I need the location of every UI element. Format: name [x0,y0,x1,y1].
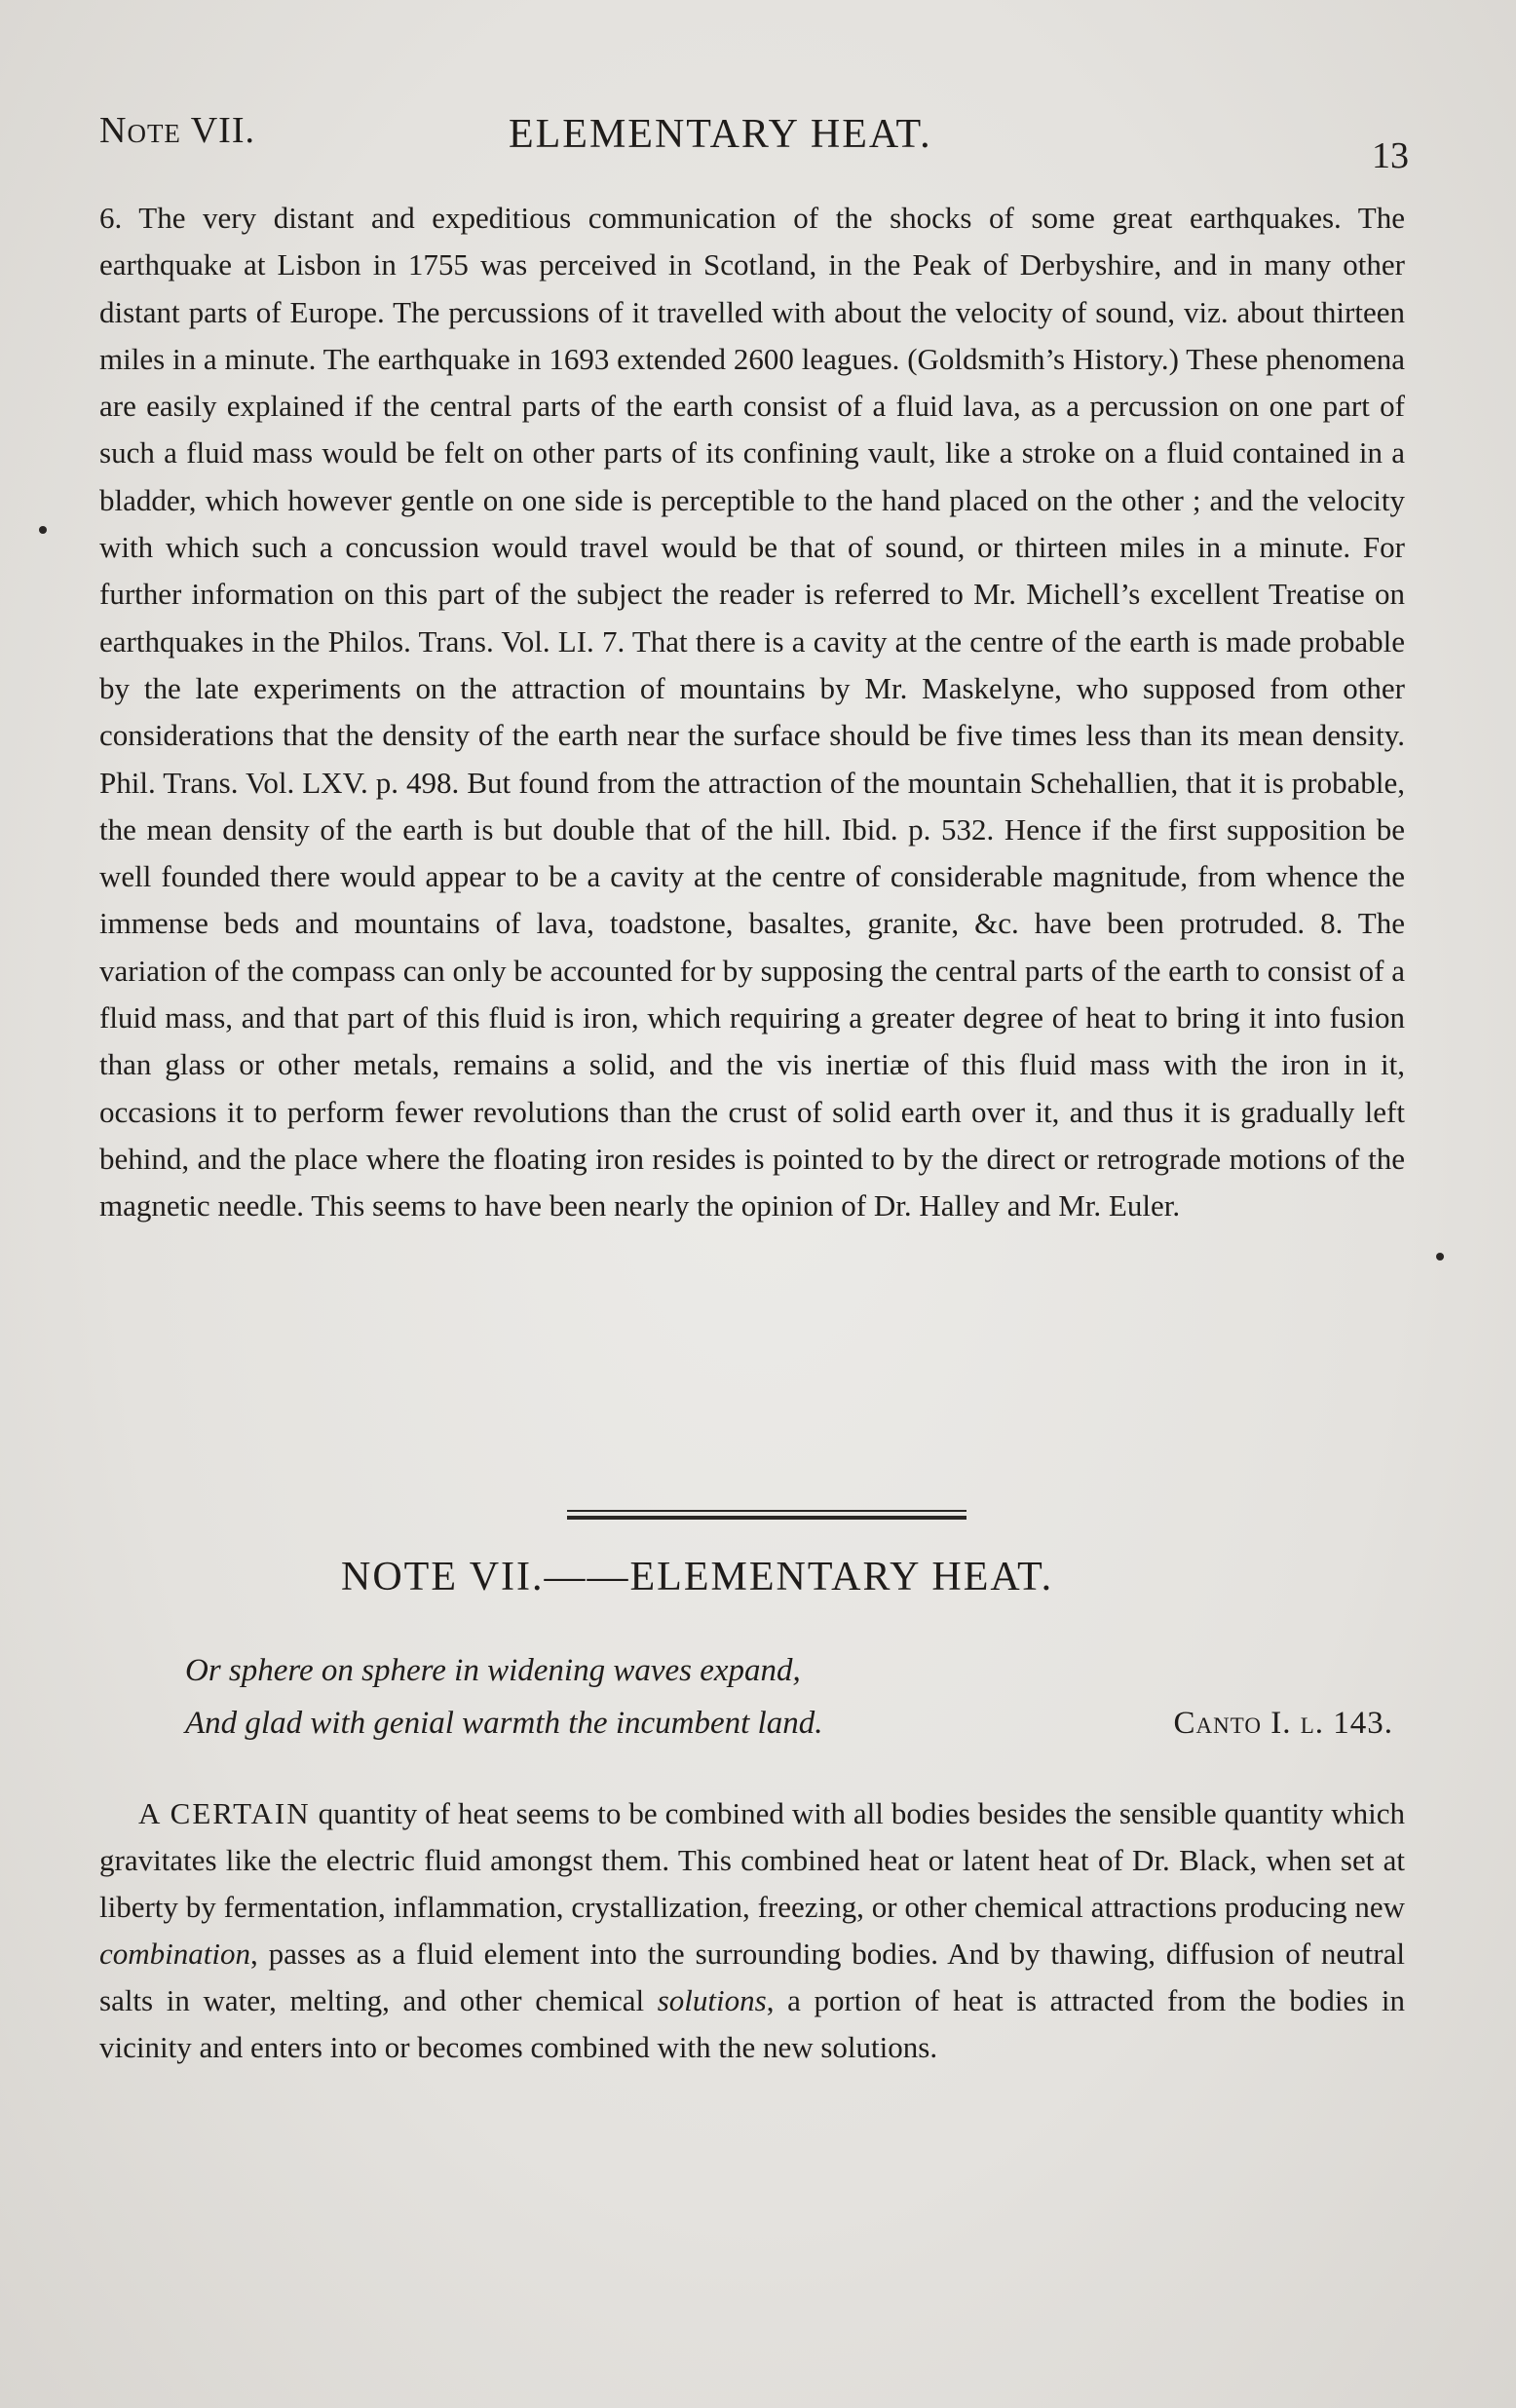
note-text-part-1: quantity of heat seems to be combined with all bodies besides the sensible quantity which gravitates like the electric fluid amongst them. This combined heat or latent heat of Dr. Black, when set at liberty by fermentation, inflammation, crystallization, freezing, or other chemical attractions producing new [99,1796,1406,1924]
canto-reference-text: Canto I. l. 143. [1173,1706,1393,1741]
canto-reference [1173,1697,1393,1750]
continued-note-text [99,195,1405,1230]
section-divider-rule [567,1510,966,1522]
note-body [99,1790,1405,2071]
margin-speck-right [1436,1253,1444,1260]
running-head-note-text: Note VII. [99,110,255,151]
epigraph [185,1644,1393,1750]
lead-words: A CERTAIN [138,1796,311,1830]
continued-note-paragraph: 6. The very distant and expeditious communication of the shocks of some great earthquakes. The earthquake at Lisbon in 1755 was perceived in Scotland, in the Peak of Derbyshire, and in many other distant parts of Europe. The percussions of it travelled with about the velocity of sound, viz. about thirteen miles in a minute. The earthquake in 1693 extended 2600 leagues. (Goldsmith’s History.) These phenomena are easily explained if the central parts of the earth consist of a fluid lava, as a percussion on one part of such a fluid mass would be felt on other parts of its confining vault, like a stroke on a fluid contained in a bladder, which however gentle on one side is perceptible to the hand placed on the other ; and the velocity with which such a concussion would travel would be that of sound, or thirteen miles in a minute. For further information on this part of the subject the reader is referred to Mr. Michell’s excellent Treatise on earthquakes in the Philos. Trans. Vol. LI. 7. That there is a cavity at the centre of the earth is made probable by the late experiments on the attraction of mountains by Mr. Maskelyne, who supposed from other considerations that the density of the earth near the surface should be five times less than its mean density. Phil. Trans. Vol. LXV. p. 498. But found from the attraction of the mountain Schehallien, that it is probable, the mean density of the earth is but double that of the hill. Ibid. p. 532. Hence if the first supposition be well founded there would appear to be a cavity at the centre of considerable magnitude, from whence the immense beds and mountains of lava, toadstone, basaltes, granite, &c. have been protruded. 8. The variation of the compass can only be accounted for by supposing the central parts of the earth to consist of a fluid mass, and that part of this fluid is iron, which requiring a greater degree of heat to bring it into fusion than glass or other metals, remains a solid, and the vis inertiæ of this fluid mass with the iron in it, occasions it to perform fewer revolutions than the crust of solid earth over it, and thus it is gradually left behind, and the place where the floating iron resides is pointed to by the direct or retrograde motions of the magnetic needle. This seems to have been nearly the opinion of Dr. Halley and Mr. Euler. [99,201,1405,1223]
note-text-part-2: , passes as a fluid element into the surrounding bodies. And by thawing, diffusion of neutral salts in water, melting, and other chemical [99,1937,1405,2017]
note-text-part-3: , a portion of heat is attracted from the bodies in vicinity and enters into or becomes combined with the new solutions. [99,1983,1405,2064]
running-head-title: ELEMENTARY HEAT. [509,112,932,157]
page-header [99,105,1409,176]
epigraph-line-2: And glad with genial warmth the incumbent land. [185,1706,823,1741]
running-head-note [99,109,255,152]
page-number: 13 [1372,135,1409,176]
divider-thin-line [567,1510,966,1512]
epigraph-line-2-wrap [185,1697,1393,1750]
note-body-paragraph [99,1790,1405,2071]
epigraph-line-1: Or sphere on sphere in widening waves expand, [185,1653,801,1688]
margin-speck-left [39,526,47,534]
divider-thick-line [567,1516,966,1520]
note-emphasis-solutions: solutions [657,1983,767,2017]
note-emphasis-combination: combination [99,1937,250,1971]
section-heading: NOTE VII.——ELEMENTARY HEAT. [341,1555,1054,1599]
